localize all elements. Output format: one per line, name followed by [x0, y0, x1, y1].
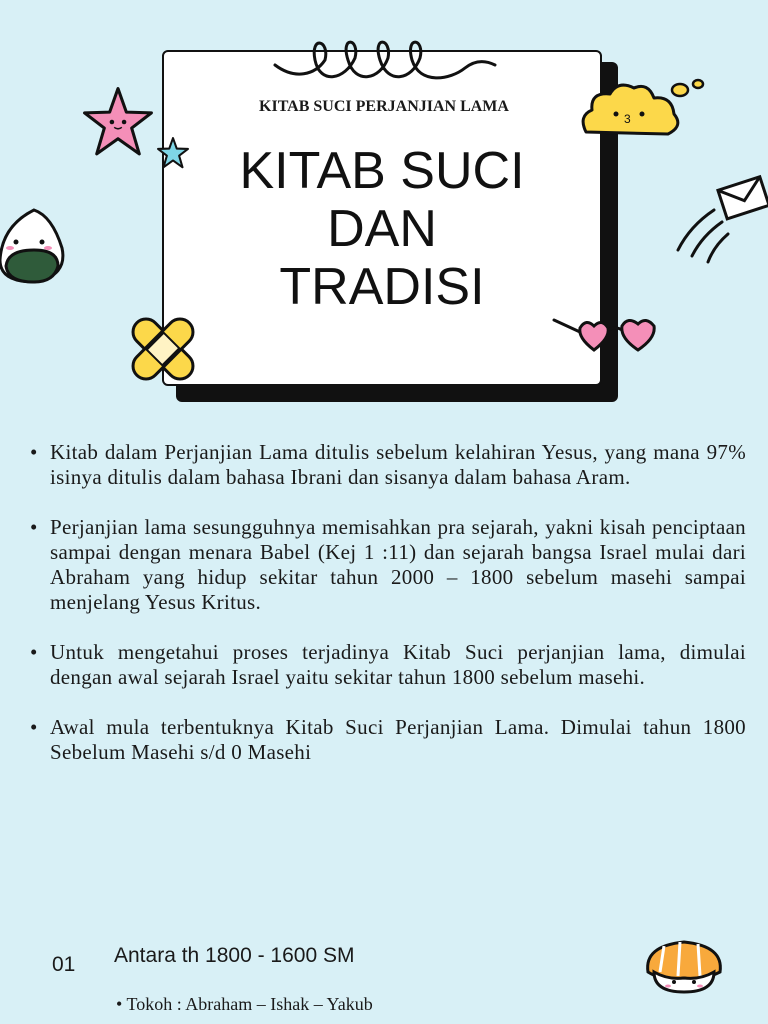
onigiri-icon — [0, 204, 70, 288]
cloud-icon — [576, 76, 708, 142]
list-item: • Kitab dalam Perjanjian Lama ditulis sebelum kelahiran Yesus, yang mana 97% isinya ditulis dalam bahasa Ibrani dan sisanya dalam bahasa Aram. — [30, 440, 746, 490]
title-line: DAN — [327, 200, 437, 258]
bandage-icon — [118, 304, 208, 394]
bullet-list — [30, 440, 746, 790]
list-item: • Perjanjian lama sesungguhnya memisahkan pra sejarah, yakni kisah penciptaan sampai dengan menara Babel (Kej 1 :11) dan sejarah bangsa Israel mulai dari Abraham yang hidup sekitar tahun 2000 – 1800 sebelum masehi sampai menjelang Yesus Kritus. — [30, 515, 746, 615]
section-number: 01 — [52, 953, 76, 976]
card-subtitle: KITAB SUCI PERJANJIAN LAMA — [259, 98, 509, 115]
card-title — [162, 142, 602, 316]
pink-star-icon — [80, 84, 156, 160]
list-item: • Awal mula terbentuknya Kitab Suci Perjanjian Lama. Dimulai tahun 1800 Sebelum Masehi s/d 0 Masehi — [30, 715, 746, 765]
list-item: • Untuk mengetahui proses terjadinya Kitab Suci perjanjian lama, dimulai dengan awal sejarah Israel yaitu sekitar tahun 1800 sebelum masehi. — [30, 640, 746, 690]
title-line: KITAB SUCI — [239, 142, 525, 200]
small-star-icon — [156, 136, 190, 170]
heart-glasses-icon — [550, 308, 666, 356]
squiggle-icon — [270, 30, 500, 90]
envelope-icon — [670, 170, 768, 270]
svg-text:3: 3 — [624, 112, 631, 126]
section-item: • Tokoh : Abraham – Ishak – Yakub — [116, 994, 373, 1014]
title-line: TRADISI — [279, 258, 485, 316]
section-heading: Antara th 1800 - 1600 SM — [114, 944, 355, 967]
sushi-icon — [640, 932, 728, 996]
